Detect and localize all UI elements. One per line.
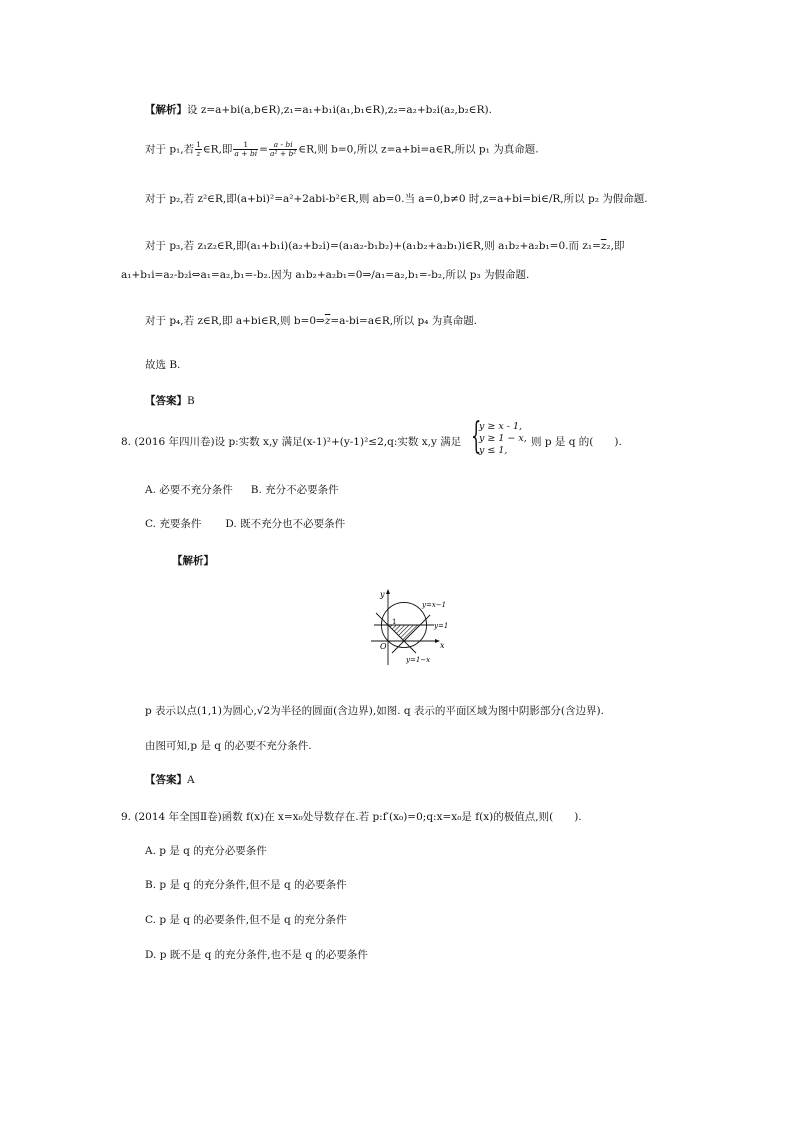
option-c: C. 充要条件 D. 既不充分也不必要条件 <box>145 518 346 530</box>
option-a: A. 必要不充分条件 B. 充分不必要条件 <box>145 484 339 496</box>
analysis-8-expl2: 由图可知,p 是 q 的必要不充分条件. <box>145 740 312 752</box>
analysis-7-p3-line1: 对于 p₃,若 z₁z₂∈R,即(a₁+b₁i)(a₂+b₂i)=(a₁a₂-b₁b₂)+(a₁b₂+a₂b₁)i∈R,则 a₁b₂+a₂b₁=0.而 $z_1=\overline{z}_2$,即 <box>145 240 625 252</box>
q9-option-a: A. p 是 q 的充分必要条件 <box>145 845 267 857</box>
shaded-region-q <box>388 625 420 641</box>
label-x: x <box>440 641 445 650</box>
region-figure <box>368 585 458 667</box>
answer-8: 【答案】A <box>145 774 195 786</box>
analysis-tag: 【解析】 <box>145 104 187 116</box>
q9-option-c: C. p 是 q 的必要条件,但不是 q 的充分条件 <box>145 914 347 926</box>
question-8-stem: 8. (2016 年四川卷)设 p:实数 x,y 满足(x-1)²+(y-1)²≤2,q:实数 x,y 满足 <box>121 436 462 448</box>
question-9-stem: 9. (2014 年全国Ⅱ卷)函数 f(x)在 x=x₀处导数存在.若 p:f′(x₀)=0;q:x=x₀是 f(x)的极值点,则( ). <box>121 811 582 823</box>
analysis-7-p2: 对于 p₂,若 z²∈R,即(a+bi)²=a²+2abi-b²∈R,则 ab=0.当 a=0,b≠0 时,z=a+bi=bi∈/R,所以 p₂ 为假命题. <box>145 193 648 205</box>
y-axis-arrow <box>386 589 390 594</box>
inequality-system: { y ≥ x - 1, y ≥ 1 − x, y ≤ 1, <box>471 416 527 457</box>
answer-7: 【答案】B <box>145 395 195 407</box>
label-y-x-1: y=x−1 <box>422 601 447 609</box>
analysis-7-p3-line2: a₁+b₁i=a₂-b₂i⇔a₁=a₂,b₁=-b₂.因为 a₁b₂+a₂b₁=0⇒/a₁=a₂,b₁=-b₂,所以 p₃ 为假命题. <box>121 269 530 281</box>
analysis-7-p4: 对于 p₄,若 z∈R,即 a+bi∈R,则 $b=0\Rightarrow\overline{z}=a-bi=a\in R$,所以 p₄ 为真命题. <box>145 315 478 327</box>
label-y-1-x: y=1−x <box>406 656 431 664</box>
label-y: y <box>380 590 385 599</box>
label-y-1: y=1 <box>434 622 449 630</box>
question-8-stem-end: 则 p 是 q 的( ). <box>531 436 622 448</box>
analysis-7-p1: 对于 p₁,若 $\frac{1}{z}$ ∈R,即 $\frac{1}{a + bi}$ = $\frac{a - bi}{\text{a² + b²}}$ ∈R,则 b=0,所以 z=a+bi=a∈R,所以 p₁ 为真命题. <box>145 140 539 158</box>
fraction: $\frac{1}{a + bi}$ <box>234 140 258 158</box>
q9-option-d: D. p 既不是 q 的充分条件,也不是 q 的必要条件 <box>145 949 368 961</box>
brace: { <box>471 416 482 457</box>
analysis-7-choose: 故选 B. <box>145 359 181 371</box>
analysis-8-expl1: p 表示以点(1,1)为圆心,√2为半径的圆面(含边界),如图. q 表示的平面区域为图中阴影部分(含边界). <box>145 705 604 717</box>
fraction: $\frac{a - bi}{\text{a² + b²}}$ <box>269 140 297 158</box>
analysis-7-intro: 【解析】设 z=a+bi(a,b∈R),z₁=a₁+b₁i(a₁,b₁∈R),z₂=a₂+b₂i(a₂,b₂∈R). <box>145 104 492 116</box>
label-origin: O <box>380 642 387 651</box>
fraction: $\frac{1}{z}$ <box>196 140 201 158</box>
label-one: 1 <box>392 618 397 626</box>
q9-option-b: B. p 是 q 的充分条件,但不是 q 的必要条件 <box>145 879 347 891</box>
analysis-8-tag: 【解析】 <box>172 555 214 567</box>
